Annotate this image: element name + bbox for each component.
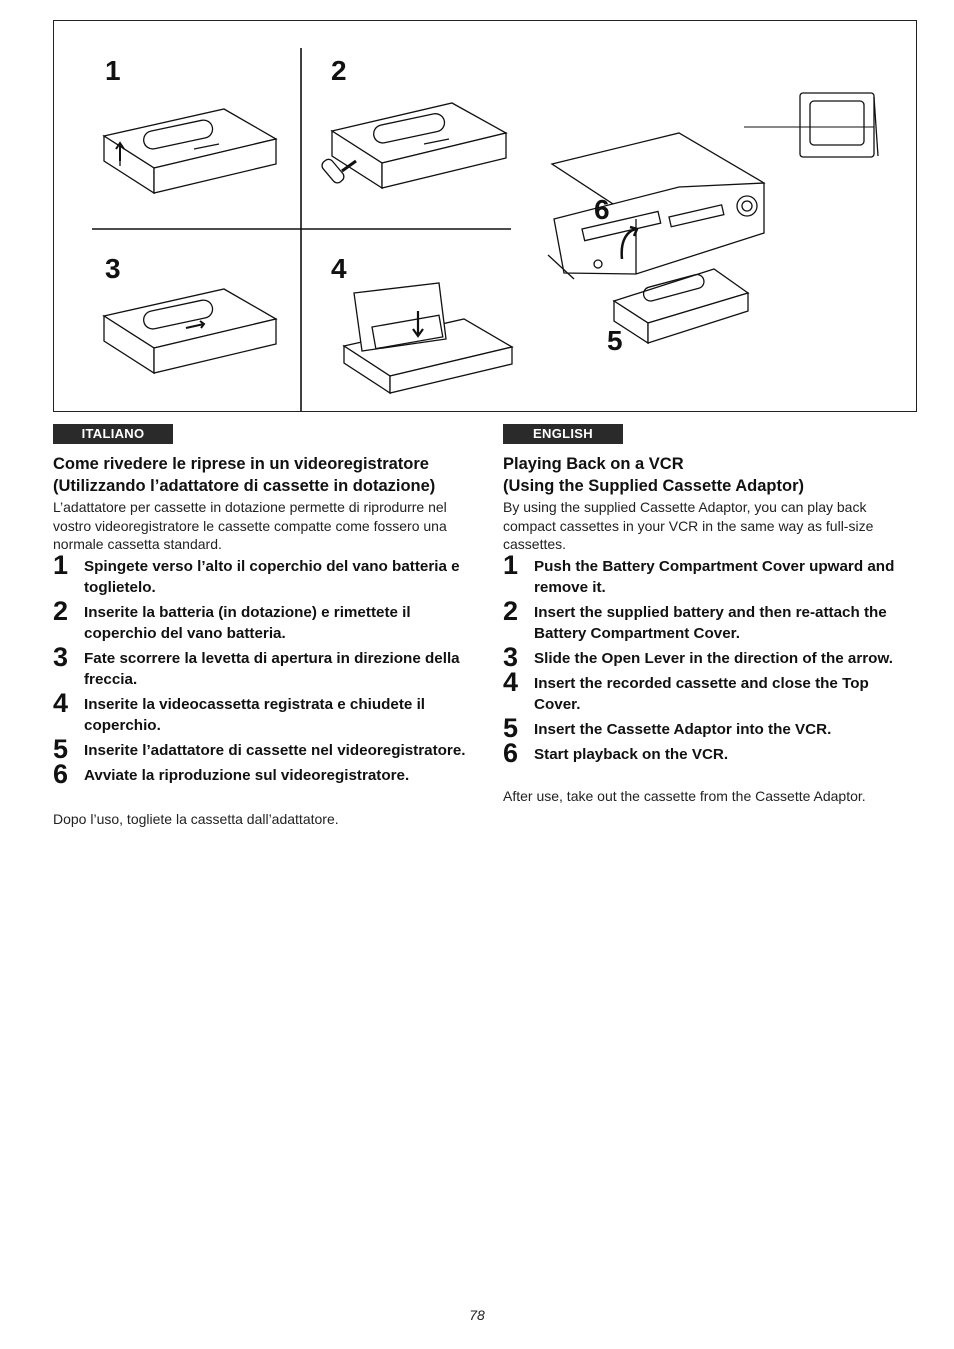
step-item	[53, 758, 468, 789]
step-item	[53, 549, 468, 598]
steps-list-english	[503, 549, 908, 768]
step-text: Spingete verso l’alto il coperchio del vano batteria e toglietelo.	[84, 557, 460, 596]
step-text: Inserite l’adattatore di cassette nel videoregistratore.	[84, 741, 466, 759]
language-badge-english: ENGLISH	[503, 424, 623, 444]
step-item	[503, 595, 908, 644]
step-number: 2	[503, 595, 519, 626]
cassette-adaptor-illustration	[54, 21, 918, 413]
step-number: 1	[53, 549, 69, 580]
step-number: 6	[503, 737, 519, 768]
cassette-adaptor-open-4	[344, 283, 512, 393]
step-number: 4	[503, 666, 519, 697]
section-title-english	[503, 453, 908, 497]
panel-number-3: 3	[105, 253, 121, 284]
step-text: Start playback on the VCR.	[534, 745, 729, 763]
step-number: 4	[53, 687, 69, 718]
after-use-note-italiano: Dopo l’uso, togliete la cassetta dall’adattatore.	[53, 810, 339, 827]
step-item	[53, 733, 468, 764]
step-text: Inserite la batteria (in dotazione) e rimettete il coperchio del vano batteria.	[84, 603, 411, 642]
step-text: Push the Battery Compartment Cover upward and remove it.	[534, 557, 895, 596]
step-text: Avviate la riproduzione sul videoregistratore.	[84, 766, 410, 784]
panel-number-6: 6	[594, 194, 610, 225]
step-text: Insert the supplied battery and then re-attach the Battery Compartment Cover.	[534, 603, 887, 642]
panel-number-2: 2	[331, 55, 347, 86]
step-item	[53, 641, 468, 690]
illustration-box	[53, 20, 917, 412]
step-item	[503, 666, 908, 715]
vcr-icon	[548, 133, 764, 279]
step-item	[53, 687, 468, 736]
cassette-adaptor-2	[320, 103, 506, 188]
italian-section	[53, 424, 468, 828]
language-badge-italiano: ITALIANO	[53, 424, 173, 444]
step-number: 3	[53, 641, 69, 672]
step-text: Fate scorrere la levetta di apertura in direzione della freccia.	[84, 649, 460, 688]
step-text: Insert the Cassette Adaptor into the VCR.	[534, 720, 832, 738]
step-number: 2	[53, 595, 69, 626]
step-number: 5	[503, 712, 519, 743]
section-title-italiano: Come rivedere le riprese in un videoregistratore (Utilizzando l’adattatore di cassette in dotazione)	[53, 455, 436, 495]
step-number: 3	[503, 641, 519, 672]
step-item	[503, 712, 908, 743]
step-item	[503, 549, 908, 598]
panel-number-4: 4	[331, 253, 347, 284]
cassette-adaptor-5	[614, 269, 748, 343]
panel-number-1: 1	[105, 55, 121, 86]
panel-number-5: 5	[607, 325, 623, 356]
step-text: Insert the recorded cassette and close the Top Cover.	[534, 674, 869, 713]
steps-list-italiano	[53, 549, 468, 789]
tv-icon	[744, 93, 878, 157]
step-number: 5	[53, 733, 69, 764]
step-item	[503, 737, 908, 768]
step-text: Inserite la videocassetta registrata e chiudete il coperchio.	[84, 695, 426, 734]
after-use-note-english: After use, take out the cassette from the Cassette Adaptor.	[503, 787, 866, 804]
english-section	[503, 424, 908, 805]
step-number: 1	[503, 549, 519, 580]
page-number: 78	[469, 1307, 485, 1323]
step-text: Slide the Open Lever in the direction of the arrow.	[534, 649, 893, 667]
cassette-adaptor-3	[104, 289, 276, 373]
section-title-line1: Playing Back on a VCR	[503, 455, 684, 473]
intro-english: By using the supplied Cassette Adaptor, you can play back compact cassettes in your VCR in the same way as full-size cassettes.	[503, 499, 874, 552]
cassette-adaptor-1	[104, 109, 276, 193]
intro-italiano: L’adattatore per cassette in dotazione permette di riprodurre nel vostro videoregistratore le cassette compatte come fossero una normale cassetta standard.	[53, 499, 447, 552]
step-item	[53, 595, 468, 644]
step-number: 6	[53, 758, 69, 789]
step-item	[503, 641, 908, 672]
section-title-line2: (Using the Supplied Cassette Adaptor)	[503, 477, 804, 495]
